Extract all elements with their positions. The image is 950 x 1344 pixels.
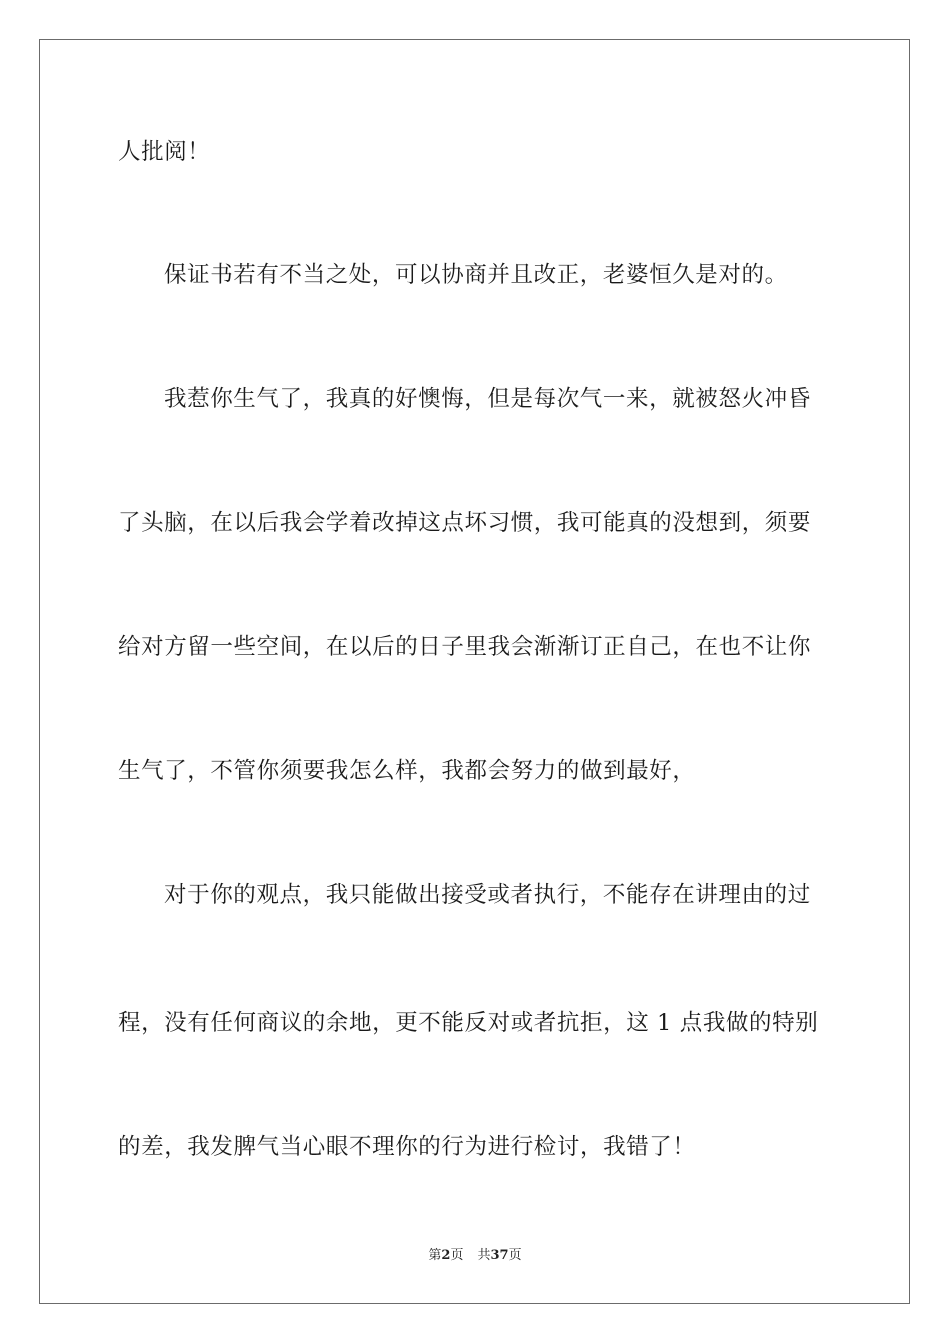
page-prefix: 第: [428, 1248, 442, 1263]
paragraph-line: 保证书若有不当之处，可以协商并且改正，老婆恒久是对的。: [164, 262, 788, 288]
text-line: 生气了，不管你须要我怎么样，我都会努力的做到最好，: [118, 758, 696, 784]
total-prefix: 共: [477, 1248, 491, 1263]
page-border: [39, 39, 910, 1304]
text-line: 程，没有任何商议的余地，更不能反对或者抗拒，这 1 点我做的特别: [118, 1010, 819, 1036]
text-line: 了头脑，在以后我会学着改掉这点坏习惯，我可能真的没想到，须要: [118, 510, 812, 536]
paragraph-line: 我惹你生气了，我真的好懊悔，但是每次气一来，就被怒火冲昏: [164, 386, 811, 412]
text-line: 的差，我发脾气当心眼不理你的行为进行检讨，我错了！: [118, 1134, 696, 1160]
total-suffix: 页: [508, 1248, 522, 1263]
total-pages: 37: [490, 1248, 509, 1263]
text-line: 给对方留一些空间，在以后的日子里我会渐渐订正自己，在也不让你: [118, 634, 812, 660]
text-line: 人批阅！: [118, 139, 211, 165]
paragraph-line: 对于你的观点，我只能做出接受或者执行，不能存在讲理由的过: [164, 882, 811, 908]
page-suffix: 页: [450, 1248, 464, 1263]
page-number: 2: [441, 1248, 451, 1263]
page-footer: [0, 1247, 950, 1265]
